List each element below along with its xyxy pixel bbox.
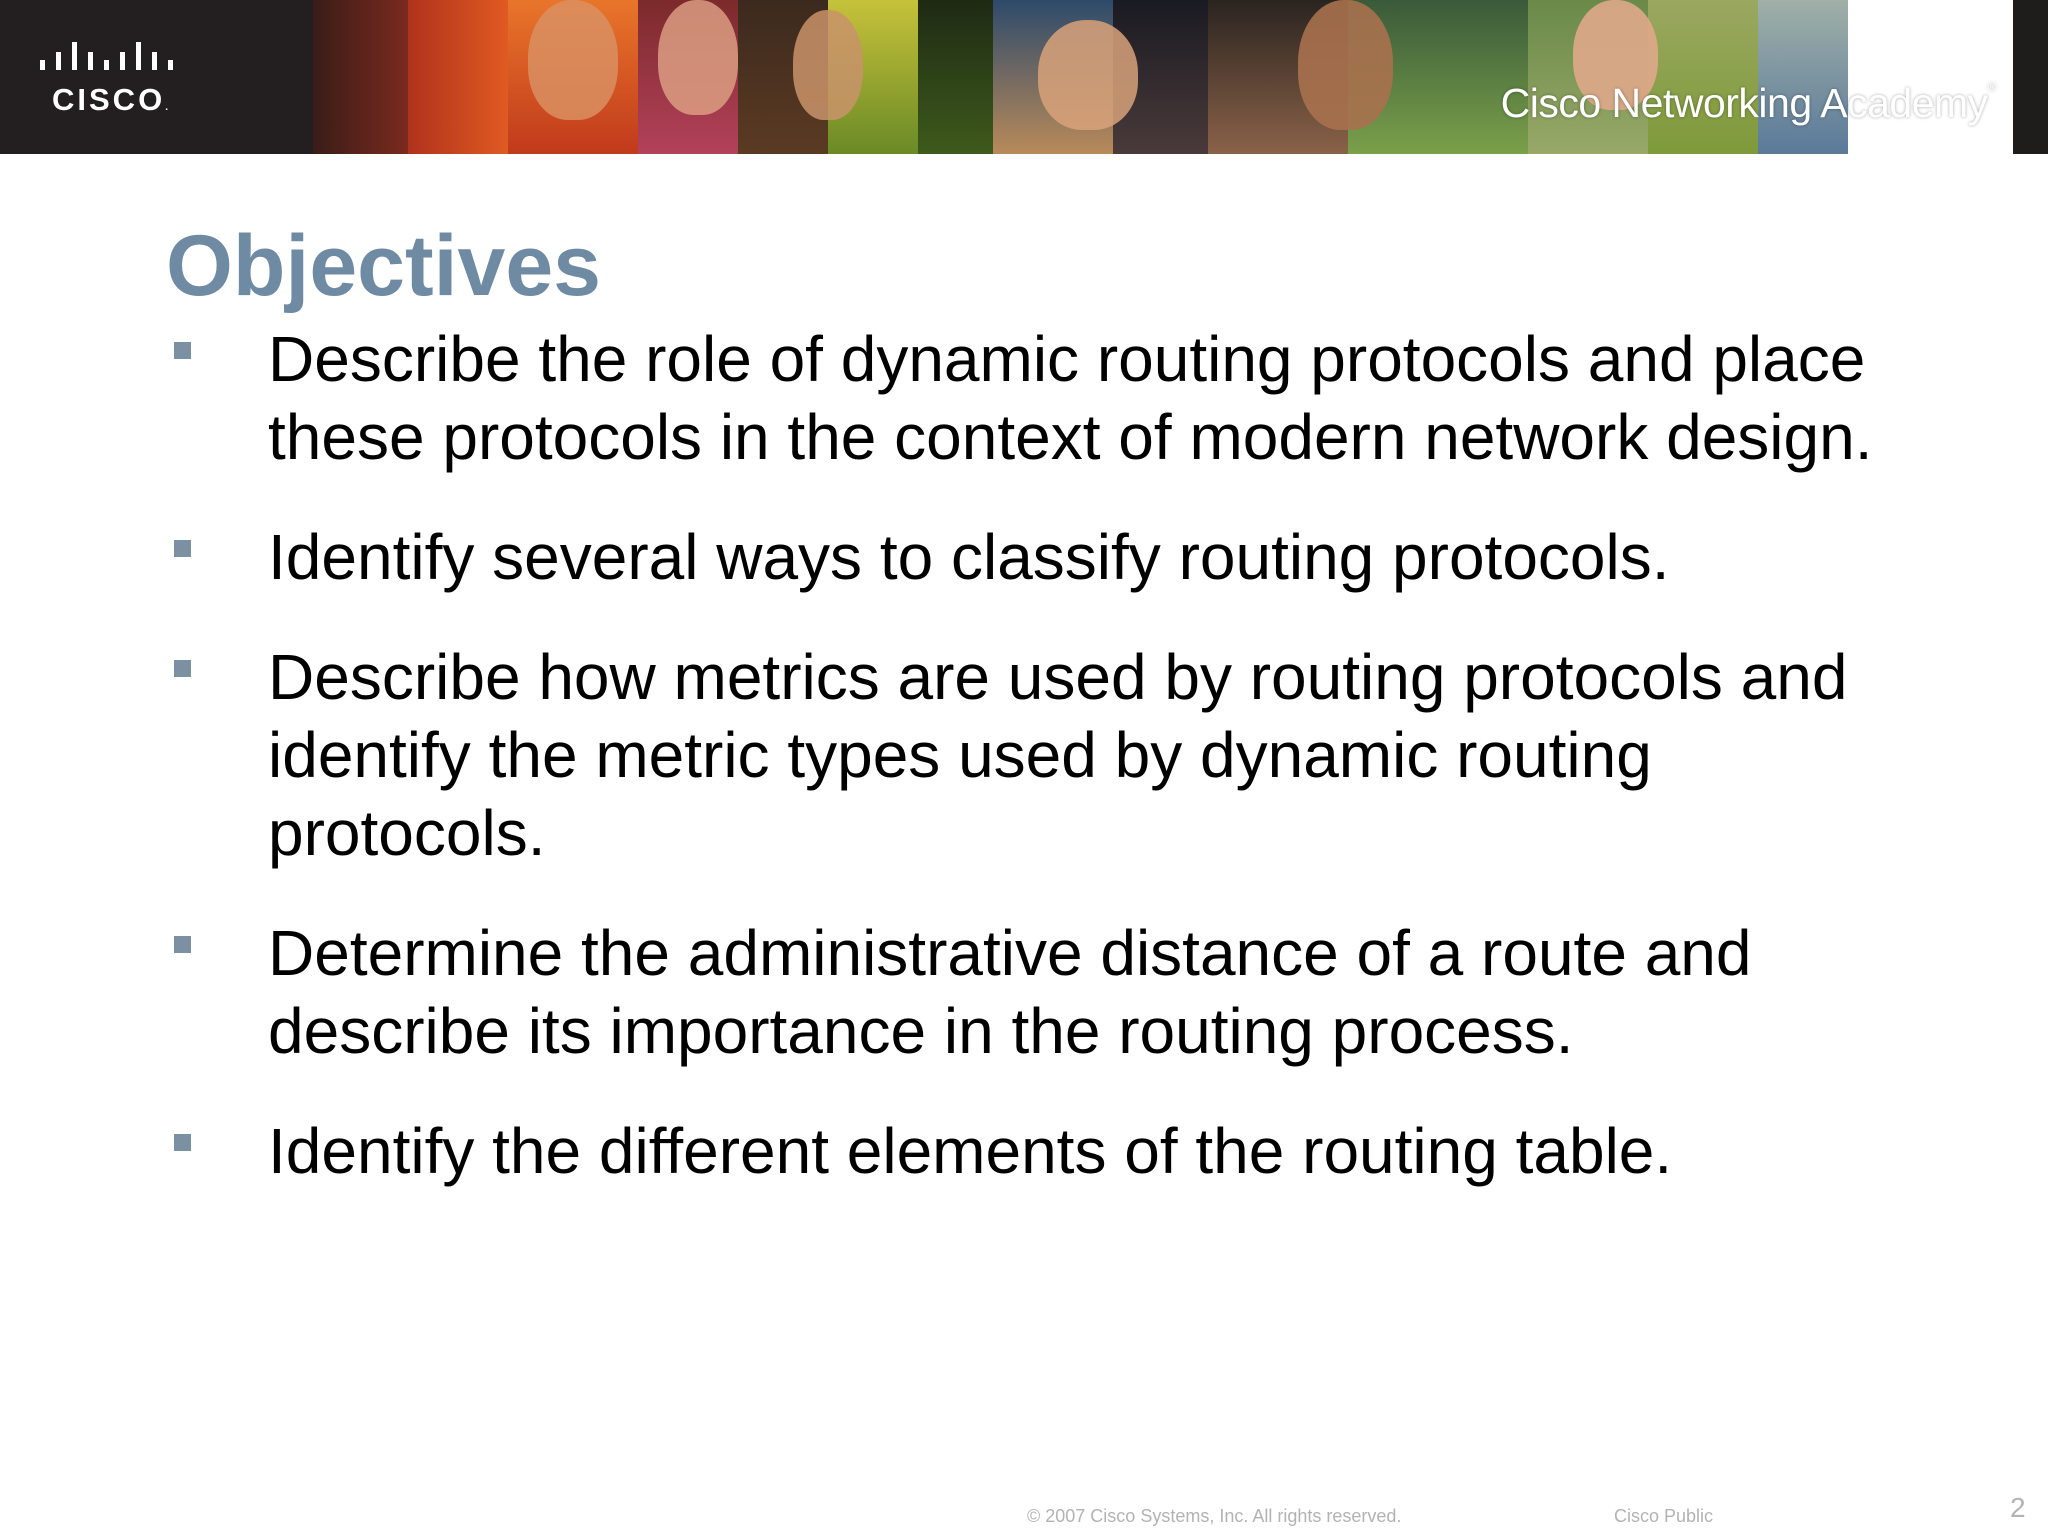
- cisco-wordmark: CISCO.: [52, 82, 171, 117]
- footer-classification: Cisco Public: [1614, 1506, 1714, 1526]
- list-item: [170, 638, 1890, 872]
- list-item: [170, 320, 1890, 476]
- page-number: 2: [2010, 1492, 2026, 1523]
- cisco-logo: [0, 0, 313, 154]
- list-item: [170, 1112, 1890, 1190]
- objective-text: Identify several ways to classify routing protocols.: [268, 521, 1670, 593]
- square-bullet-icon: [174, 342, 191, 359]
- list-item: [170, 518, 1890, 596]
- square-bullet-icon: [174, 540, 191, 557]
- objective-text: Describe how metrics are used by routing protocols and identify the metric types used by dynamic routing protocols.: [268, 641, 1848, 869]
- footer-copyright: © 2007 Cisco Systems, Inc. All rights reserved.: [1027, 1506, 1402, 1526]
- objectives-list: [170, 320, 1890, 1232]
- list-item: [170, 914, 1890, 1070]
- square-bullet-icon: [174, 936, 191, 953]
- square-bullet-icon: [174, 660, 191, 677]
- page-title: Objectives: [166, 218, 601, 314]
- objective-text: Identify the different elements of the routing table.: [268, 1115, 1673, 1187]
- objective-text: Describe the role of dynamic routing protocols and place these protocols in the context of modern network design.: [268, 323, 1873, 473]
- objective-text: Determine the administrative distance of a route and describe its importance in the routing process.: [268, 917, 1752, 1067]
- square-bullet-icon: [174, 1134, 191, 1151]
- academy-title: Cisco Networking Academy®: [1500, 80, 1996, 126]
- header-banner: [0, 0, 2048, 154]
- banner-photo-collage: [313, 0, 2013, 154]
- cisco-bridge-icon: [40, 42, 180, 76]
